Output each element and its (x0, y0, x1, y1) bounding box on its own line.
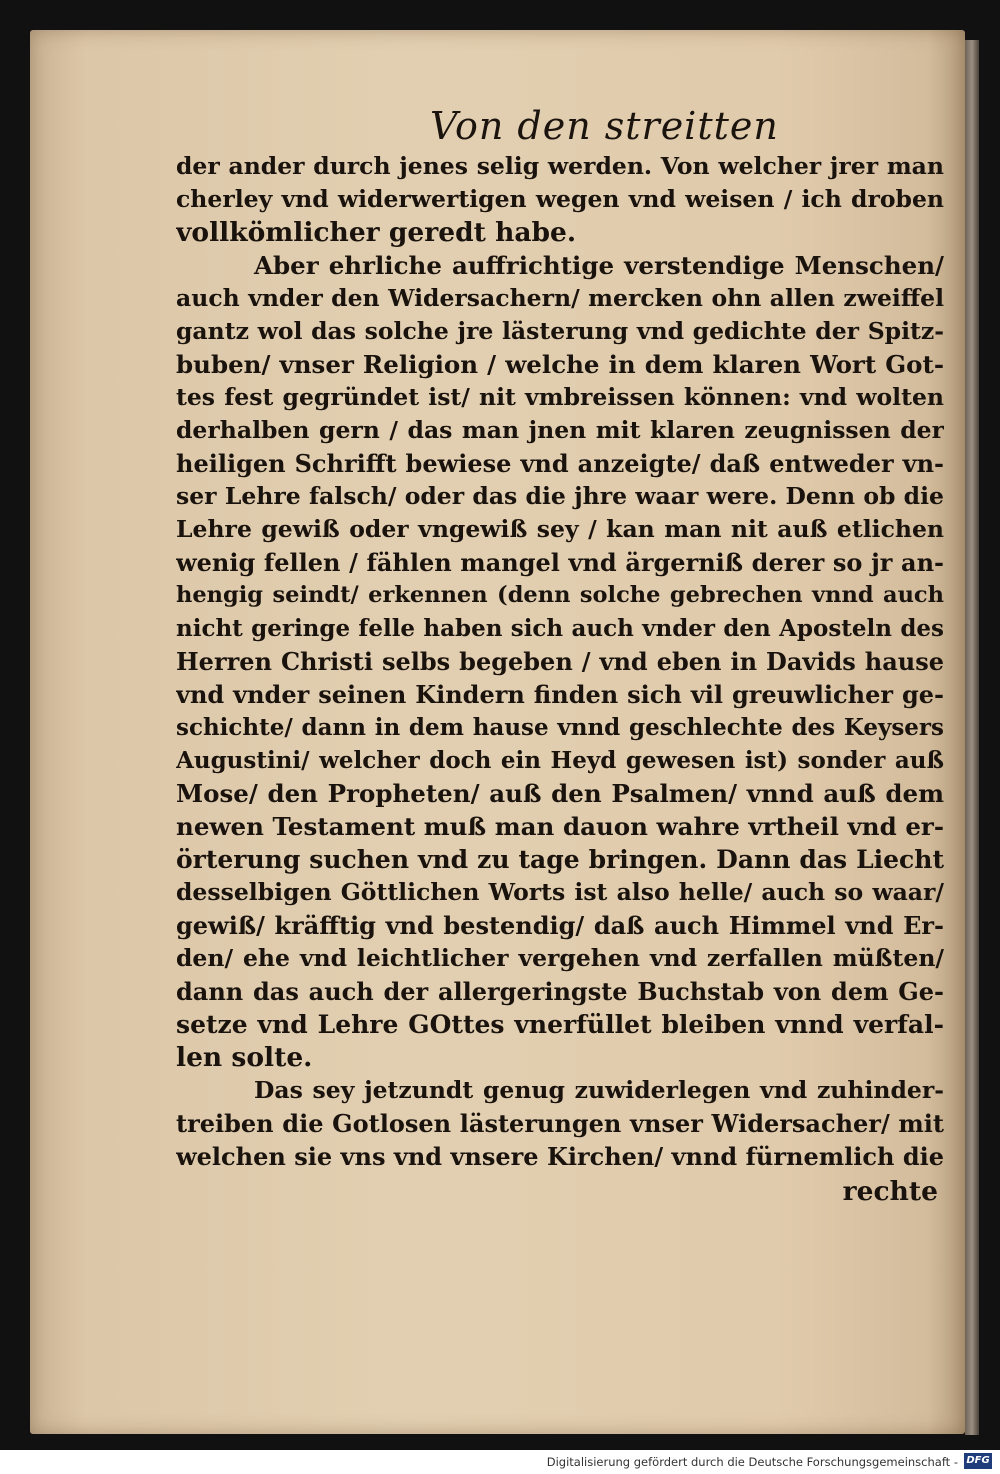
text-line: Augustini/ welcher doch ein Heyd gewesen ist) sonder auß (176, 747, 944, 774)
catchword: rechte (842, 1176, 938, 1207)
text-line: newen Testament muß man dauon wahre vrtheil vnd er- (176, 812, 944, 841)
text-line: ser Lehre falsch/ oder das die jhre waar were. Denn ob die (176, 482, 944, 510)
text-line: Lehre gewiß oder vngewiß sey / kan man nit auß etlichen (176, 515, 944, 543)
text-line: schichte/ dann in dem hause vnnd geschlechte des Keysers (176, 714, 944, 741)
text-line: len solte. (176, 1042, 313, 1073)
dfg-logo-icon: DFG (964, 1453, 992, 1469)
running-header: Von den streitten (430, 104, 779, 148)
text-line: Das sey jetzundt genug zuwiderlegen vnd zuhinder- (254, 1076, 944, 1104)
text-line: cherley vnd widerwertigen wegen vnd weisen / ich droben (176, 185, 944, 213)
text-line: auch vnder den Widersachern/ mercken ohn allen zweiffel (176, 284, 944, 312)
text-line: derhalben gern / das man jnen mit klaren zeugnissen der (176, 416, 944, 444)
text-line: dann das auch der allergeringste Buchstab von dem Ge- (176, 977, 944, 1006)
text-line: wenig fellen / fählen mangel vnd ärgerniß derer so jr an- (176, 548, 944, 577)
text-line: treiben die Gotlosen lästerungen vnser Widersacher/ mit (176, 1109, 944, 1138)
page-edge (965, 40, 979, 1435)
text-line: nicht geringe felle haben sich auch vnder den Aposteln des (176, 615, 944, 642)
digitization-credit: Digitalisierung gefördert durch die Deutsche Forschungsgemeinschaft - (546, 1455, 958, 1469)
body-text (176, 150, 944, 1173)
text-line: welchen sie vns vnd vnsere Kirchen/ vnnd fürnemlich die (176, 1142, 944, 1171)
text-line: tes fest gegründet ist/ nit vmbreissen können: vnd wolten (176, 383, 944, 411)
text-line: gantz wol das solche jre lästerung vnd gedichte der Spitz- (176, 317, 944, 345)
text-line: vnd vnder seinen Kindern finden sich vil greuwlicher ge- (176, 680, 944, 709)
text-line: setze vnd Lehre GOttes vnerfüllet bleiben vnnd verfal- (176, 1010, 944, 1039)
text-line: der ander durch jenes selig werden. Von welcher jrer man (176, 152, 944, 180)
text-line: hengig seindt/ erkennen (denn solche gebrechen vnnd auch (176, 582, 944, 608)
text-line: Aber ehrliche auffrichtige verstendige Menschen/ (254, 251, 944, 280)
text-line: vollkömlicher geredt habe. (176, 217, 577, 248)
text-line: Herren Christi selbs begeben / vnd eben in Davids hause (176, 647, 944, 676)
text-line: gewiß/ kräfftig vnd bestendig/ daß auch Himmel vnd Er- (176, 911, 944, 940)
text-line: buben/ vnser Religion / welche in dem klaren Wort Got- (176, 350, 944, 379)
text-line: den/ ehe vnd leichtlicher vergehen vnd zerfallen müßten/ (176, 944, 944, 972)
text-line: heiligen Schrifft bewiese vnd anzeigte/ daß entweder vn- (176, 449, 944, 478)
text-line: örterung suchen vnd zu tage bringen. Dann das Liecht (176, 845, 944, 874)
text-line: desselbigen Göttlichen Worts ist also helle/ auch so waar/ (176, 878, 944, 906)
text-line: Mose/ den Propheten/ auß den Psalmen/ vnnd auß dem (176, 779, 944, 808)
